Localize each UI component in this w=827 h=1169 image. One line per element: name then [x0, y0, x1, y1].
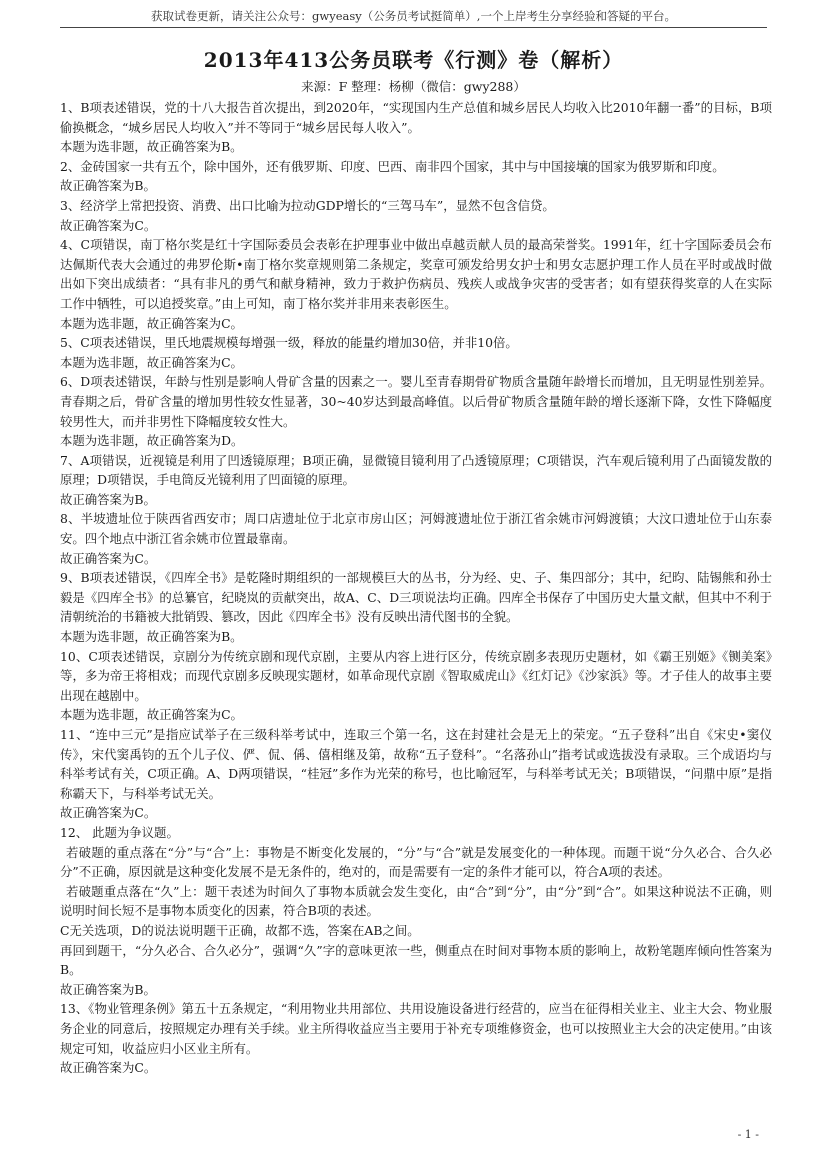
header-divider: [60, 27, 767, 28]
page-number: - 1 -: [737, 1128, 759, 1141]
paragraph: 8、半坡遗址位于陕西省西安市；周口店遗址位于北京市房山区；河姆渡遗址位于浙江省余姚市河姆渡镇；大汶口遗址位于山东泰安。四个地点中浙江省余姚市位置最靠南。: [60, 511, 772, 547]
header-notice: 获取试卷更新，请关注公众号：gwyeasy（公务员考试挺简单）,一个上岸考生分享经验和答疑的平台。: [151, 9, 676, 23]
paragraph: 故正确答案为B。: [60, 491, 156, 507]
paragraph: 9、B项表述错误，《四库全书》是乾隆时期组织的一部规模巨大的丛书，分为经、史、子、集四部分；其中，纪昀、陆锡熊和孙士毅是《四库全书》的总纂官，纪晓岚的贡献突出，故A、C、D三项说法均正确。四库全书保存了中国历史大量文献，但其中不利于清朝统治的书籍被大批销毁、篡改，因此《四库全书》没有反映出清代图书的全貌。: [60, 570, 772, 625]
paragraph: 故正确答案为B。: [60, 981, 156, 997]
paragraph: 11、“连中三元”是指应试举子在三级科举考试中，连取三个第一名，这在封建社会是无上的荣宠。“五子登科”出自《宋史•窦仪传》，宋代窦禹钧的五个儿子仪、俨、侃、偁、僖相继及第，故称“五子登科”。“名落孙山”指考试或选拔没有录取。三个成语均与科举考试有关，C项正确。A、D两项错误，“桂冠”多作为光荣的称号，也比喻冠军，与科举考试无关；B项错误，“问鼎中原”是指称霸天下，与科举考试无关。: [60, 727, 772, 801]
document-title: 2013年413公务员联考《行测》卷（解析）: [203, 48, 624, 72]
paragraph: 本题为选非题，故正确答案为D。: [60, 433, 244, 449]
paragraph: 故正确答案为C。: [60, 217, 157, 233]
paragraph: 本题为选非题，故正确答案为B。: [60, 629, 243, 645]
paragraph: 本题为选非题，故正确答案为C。: [60, 707, 243, 723]
paragraph: 12、 此题为争议题。: [60, 824, 179, 840]
paragraph: C无关选项，D的说法说明题干正确，故都不选，答案在AB之间。: [60, 922, 420, 938]
paragraph: 故正确答案为B。: [60, 178, 156, 194]
paragraph: 本题为选非题，故正确答案为C。: [60, 315, 243, 331]
paragraph: 10、C项表述错误，京剧分为传统京剧和现代京剧，主要从内容上进行区分，传统京剧多表现历史题材，如《霸王别姬》《铡美案》等，多为帝王将相戏；而现代京剧多反映现实题材，如革命现代京剧《智取威虎山》《红灯记》《沙家浜》等。才子佳人的故事主要出现在越剧中。: [60, 648, 772, 703]
paragraph: 7、A项错误，近视镜是利用了凹透镜原理；B项正确，显微镜目镜利用了凸透镜原理；C项错误，汽车观后镜利用了凸面镜发散的原理；D项错误，手电筒反光镜利用了凹面镜的原理。: [60, 452, 772, 488]
paragraph: 13、《物业管理条例》第五十五条规定，“利用物业共用部位、共用设施设备进行经营的，应当在征得相关业主、业主大会、物业服务企业的同意后，按照规定办理有关手续。业主所得收益应当主要用于补充专项维修资金，也可以按照业主大会的决定使用。”由该规定可知，收益应归小区业主所有。: [60, 1001, 772, 1056]
paragraph: 若破题重点落在“久”上：题干表述为时间久了事物本质就会发生变化，由“合”到“分”，由“分”到“合”。如果这种说法不正确，则说明时间长短不是事物本质变化的因素，符合B项的表述。: [60, 883, 772, 919]
paragraph: 5、C项表述错误，里氏地震规模每增强一级，释放的能量约增加30倍，并非10倍。: [60, 335, 518, 351]
paragraph: 1、B项表述错误，党的十八大报告首次提出，到2020年，“实现国内生产总值和城乡居民人均收入比2010年翻一番”的目标，B项偷换概念，“城乡居民人均收入”并不等同于“城乡居民每人收入”。: [60, 100, 772, 135]
paragraph: 故正确答案为C。: [60, 1060, 157, 1076]
paragraph: 4、C项错误，南丁格尔奖是红十字国际委员会表彰在护理事业中做出卓越贡献人员的最高荣誉奖。1991年，红十字国际委员会布达佩斯代表大会通过的弗罗伦斯•南丁格尔奖章规则第二条规定，奖章可颁发给男女护士和男女志愿护理工作人员在平时或战时做出如下突出成绩者：“具有非凡的勇气和献身精神，致力于救护伤病员、残疾人或战争灾害的受害者；如有望获得奖章的人在实际工作中牺牲，可以追授奖章。”由上可知，南丁格尔奖并非用来表彰医生。: [60, 237, 772, 311]
paragraph: 故正确答案为C。: [60, 550, 157, 566]
paragraph: 故正确答案为C。: [60, 805, 157, 821]
document-body: [60, 98, 772, 1078]
paragraph: 3、经济学上常把投资、消费、出口比喻为拉动GDP增长的“三驾马车”，显然不包含信贷。: [60, 197, 555, 213]
source-line: 来源：F 整理：杨柳（微信：gwy288）: [301, 79, 526, 94]
paragraph: 2、金砖国家一共有五个，除中国外，还有俄罗斯、印度、巴西、南非四个国家，其中与中国接壤的国家为俄罗斯和印度。: [60, 158, 725, 174]
paragraph: 再回到题干，“分久必合、合久必分”，强调“久”字的意味更浓一些，侧重点在时间对事物本质的影响上，故粉笔题库倾向性答案为B。: [60, 942, 772, 978]
paragraph: 若破题的重点落在“分”与“合”上：事物是不断变化发展的，“分”与“合”就是发展变化的一种体现。而题干说“分久必合、合久必分”不正确，原因就是这种变化发展不是无条件的，绝对的，而是需要有一定的条件才能可以，符合A项的表述。: [60, 844, 772, 880]
paragraph: 本题为选非题，故正确答案为B。: [60, 139, 243, 155]
paragraph: 6、D项表述错误，年龄与性别是影响人骨矿含量的因素之一。婴儿至青春期骨矿物质含量随年龄增长而增加，且无明显性别差异。青春期之后，骨矿含量的增加男性较女性显著，30~40岁达到最高峰值。以后骨矿物质含量随年龄的增长逐渐下降，女性下降幅度较男性大，而并非男性下降幅度较女性大。: [60, 374, 772, 429]
paragraph: 本题为选非题，故正确答案为C。: [60, 354, 243, 370]
